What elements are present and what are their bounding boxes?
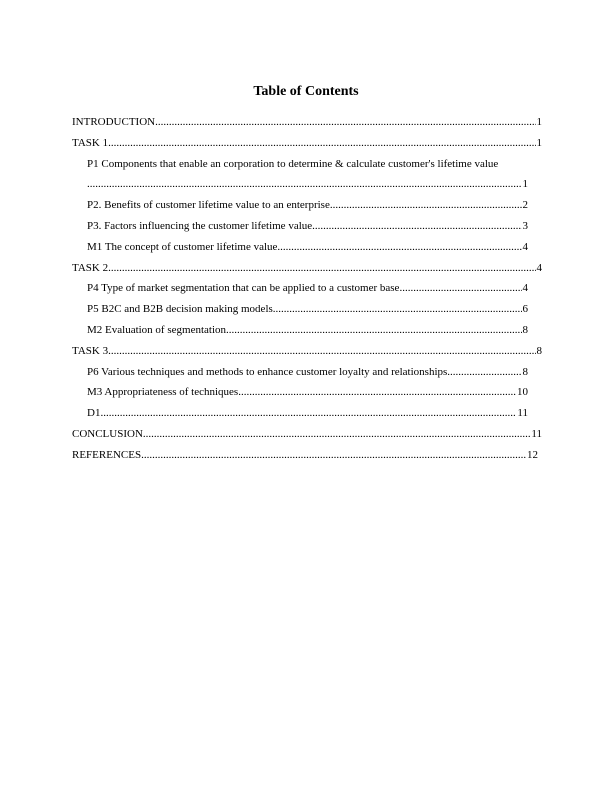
toc-entry-label: M3 Appropriateness of techniques — [87, 386, 239, 399]
toc-leader-dots — [108, 341, 535, 362]
toc-entry-page: 4 — [536, 261, 542, 274]
toc-entry-label: TASK 3 — [72, 344, 109, 357]
toc-leader-dots — [273, 299, 522, 320]
toc-leader-dots — [108, 258, 535, 279]
toc-entry-page: 11 — [531, 427, 542, 440]
toc-entry-introduction[interactable] — [72, 112, 542, 133]
toc-leader-dots — [143, 424, 531, 445]
toc-entry-d1[interactable] — [72, 403, 542, 424]
toc-entry-page: 1 — [536, 116, 542, 128]
toc-entry-page: 1 — [522, 178, 528, 191]
toc-entry-m1[interactable] — [72, 237, 542, 258]
toc-leader-dots — [87, 174, 522, 195]
toc-entry-label: M1 The concept of customer lifetime value — [87, 240, 278, 253]
toc-leader-dots — [100, 403, 516, 424]
toc-entry-label: TASK 1 — [72, 136, 109, 149]
toc-entry-p1-line2[interactable] — [72, 174, 542, 195]
toc-entry-label: P5 B2C and B2B decision making models — [87, 303, 273, 316]
toc-entry-page: 10 — [517, 386, 528, 399]
toc-entry-page: 8 — [522, 323, 528, 336]
toc-leader-dots — [238, 382, 516, 403]
toc-entry-p5[interactable] — [72, 299, 542, 320]
toc-entry-page: 6 — [522, 303, 528, 316]
toc-entry-page: 4 — [522, 240, 528, 253]
toc-entry-page: 12 — [527, 448, 538, 461]
toc-entry-page: 11 — [517, 407, 528, 420]
toc-entry-label: M2 Evaluation of segmentation — [87, 323, 226, 336]
toc-entry-task-3[interactable] — [72, 341, 542, 362]
toc-entry-label: TASK 2 — [72, 261, 109, 274]
toc-entry-page: 4 — [522, 282, 528, 295]
toc-leader-dots — [312, 216, 521, 237]
toc-entry-label: CONCLUSION — [72, 427, 143, 440]
toc-entry-label: D1 — [87, 407, 101, 420]
toc-entry-p3[interactable] — [72, 216, 542, 237]
toc-entry-label: P2. Benefits of customer lifetime value to an enterprise — [87, 199, 330, 212]
toc-entry-label: INTRODUCTION — [72, 116, 156, 128]
toc-leader-dots — [226, 320, 522, 341]
toc-entry-label: P4 Type of market segmentation that can be applied to a customer base — [87, 282, 400, 295]
toc-entry-label: P6 Various techniques and methods to enhance customer loyalty and relationships — [87, 365, 448, 378]
toc-list — [72, 112, 542, 466]
toc-entry-m3[interactable] — [72, 382, 542, 403]
toc-entry-conclusion[interactable] — [72, 424, 542, 445]
toc-entry-page: 1 — [536, 136, 542, 149]
toc-entry-references[interactable] — [72, 445, 542, 466]
toc-entry-task-2[interactable] — [72, 258, 542, 279]
toc-entry-m2[interactable] — [72, 320, 542, 341]
toc-entry-p6[interactable] — [72, 362, 542, 383]
toc-entry-label: REFERENCES — [72, 448, 142, 461]
toc-entry-task-1[interactable] — [72, 133, 542, 154]
toc-entry-label: P3. Factors influencing the customer lifetime value — [87, 219, 313, 232]
toc-entry-page: 3 — [522, 219, 528, 232]
toc-leader-dots — [108, 133, 535, 154]
toc-entry-page: 2 — [522, 199, 528, 212]
toc-leader-dots — [399, 278, 521, 299]
toc-entry-p2[interactable] — [72, 195, 542, 216]
toc-title: Table of Contents — [253, 84, 359, 99]
toc-entry-page: 8 — [522, 365, 528, 378]
toc-entry-label: P1 Components that enable an corporation to determine & calculate customer's lifetime value — [87, 157, 499, 170]
toc-entry-p4[interactable] — [72, 278, 542, 299]
toc-entry-p1-line1[interactable] — [72, 154, 542, 175]
toc-entry-page: 8 — [536, 344, 542, 357]
toc-leader-dots — [141, 445, 526, 466]
toc-leader-dots — [330, 195, 522, 216]
toc-leader-dots — [447, 362, 521, 383]
toc-leader-dots — [155, 112, 535, 133]
toc-leader-dots — [277, 237, 521, 258]
